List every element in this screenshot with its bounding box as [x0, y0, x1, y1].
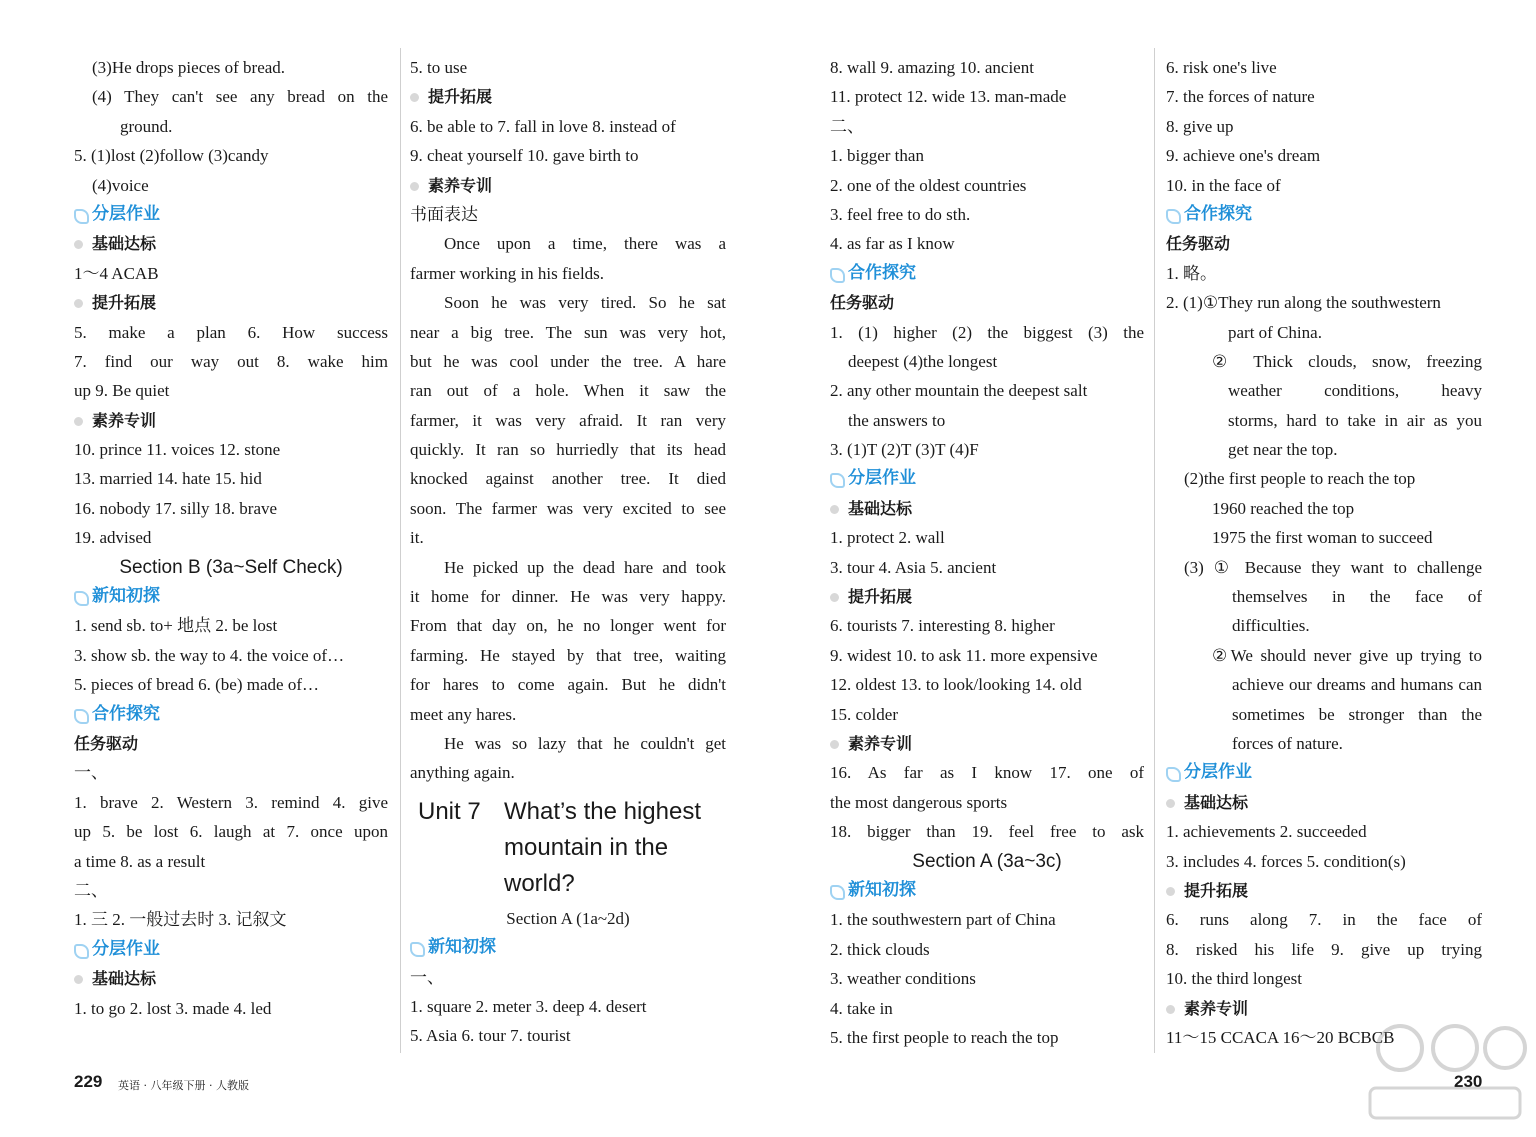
unit-title-line: world?	[504, 869, 575, 897]
line-text: quickly. It ran so hurriedly that its head	[410, 440, 726, 460]
line-text: the most dangerous sports	[830, 792, 1008, 812]
subsection-label	[830, 288, 1144, 317]
answer-line	[830, 141, 1144, 170]
line-text: 分层作业	[1184, 762, 1252, 783]
answer-line	[1166, 582, 1482, 611]
line-text: (3) ① Because they want to challenge	[1184, 557, 1482, 577]
bullet-icon	[74, 299, 83, 308]
line-text: meet any hares.	[410, 704, 517, 724]
answer-line	[410, 259, 726, 288]
line-text: 1. square 2. meter 3. deep 4. desert	[410, 996, 647, 1016]
answer-line	[74, 905, 388, 934]
line-text: 1. bigger than	[830, 146, 924, 166]
line-text: 2. one of the oldest countries	[830, 175, 1027, 195]
line-text: get near the top.	[1228, 440, 1338, 460]
line-text: 1975 the first woman to succeed	[1212, 528, 1433, 548]
answer-line	[410, 758, 726, 787]
subsection-label	[74, 729, 388, 758]
answer-line	[410, 729, 726, 758]
answer-line	[830, 406, 1144, 435]
answer-line	[1166, 435, 1482, 464]
answer-line	[830, 641, 1144, 670]
line-text: 4. as far as I know	[830, 234, 955, 254]
answer-line	[1166, 964, 1482, 993]
line-text: farming. He stayed by that tree, waiting	[410, 645, 726, 665]
section-label	[410, 933, 726, 962]
answer-line	[74, 817, 388, 846]
line-text: it home for dinner. He was very happy.	[410, 587, 726, 607]
answer-line	[74, 641, 388, 670]
line-text: 合作探究	[848, 262, 916, 283]
answer-line	[74, 494, 388, 523]
line-text: 1～4 ACAB	[74, 263, 159, 283]
line-text: 19. advised	[74, 528, 152, 548]
line-text: 5. (1)lost (2)follow (3)candy	[74, 146, 269, 166]
line-text: 分层作业	[92, 938, 160, 959]
answer-line	[410, 641, 726, 670]
line-text: 1. (1) higher (2) the biggest (3) the	[830, 322, 1144, 342]
answer-line	[410, 553, 726, 582]
line-text: 分层作业	[92, 203, 160, 224]
subsection-label	[74, 229, 388, 258]
answer-line	[830, 553, 1144, 582]
section-marker-icon	[74, 709, 89, 724]
answer-line	[74, 82, 388, 111]
line-text: 1. protect 2. wall	[830, 528, 945, 548]
answer-line	[74, 171, 388, 200]
line-text: 5. Asia 6. tour 7. tourist	[410, 1026, 571, 1046]
line-text: He was so lazy that he couldn't get	[444, 733, 726, 753]
answer-line	[410, 992, 726, 1021]
section-marker-icon	[410, 942, 425, 957]
line-text: 8. risked his life 9. give up trying	[1166, 939, 1482, 959]
line-text: 6. runs along 7. in the face of	[1166, 910, 1482, 930]
answer-line	[74, 464, 388, 493]
section-marker-icon	[830, 885, 845, 900]
line-text: 提升拓展	[92, 293, 157, 313]
subsection-label	[830, 582, 1144, 611]
bullet-icon	[74, 417, 83, 426]
line-text: forces of nature.	[1232, 733, 1343, 753]
line-text: ②We should never give up trying to	[1212, 645, 1482, 665]
line-text: 3. (1)T (2)T (3)T (4)F	[830, 440, 979, 460]
answer-line	[74, 112, 388, 141]
answer-line	[1166, 670, 1482, 699]
bullet-icon	[74, 975, 83, 984]
bullet-icon	[410, 182, 419, 191]
bullet-icon	[1166, 1005, 1175, 1014]
answer-line	[410, 435, 726, 464]
line-text: 素养专训	[848, 733, 913, 753]
line-text: 1. the southwestern part of China	[830, 910, 1056, 930]
line-text: 基础达标	[848, 498, 913, 518]
answer-line	[1166, 82, 1482, 111]
answer-line	[74, 523, 388, 552]
answer-line	[410, 347, 726, 376]
answer-line	[74, 847, 388, 876]
line-text: 9. widest 10. to ask 11. more expensive	[830, 645, 1098, 665]
answer-line	[74, 141, 388, 170]
answer-line	[1166, 494, 1482, 523]
answer-column-2-top	[410, 53, 726, 788]
answer-line	[830, 200, 1144, 229]
line-text: 10. prince 11. voices 12. stone	[74, 440, 281, 460]
section-marker-icon	[74, 944, 89, 959]
line-text: part of China.	[1228, 322, 1322, 342]
answer-line	[830, 347, 1144, 376]
answer-line	[410, 200, 726, 229]
unit-title-line: What’s the highest	[504, 797, 702, 825]
line-text: themselves in the face of	[1232, 587, 1482, 607]
line-text: 一、	[410, 967, 444, 987]
line-text: 3. weather conditions	[830, 969, 976, 989]
unit-title-line: mountain in the	[504, 833, 669, 861]
line-text: (4) They can't see any bread on the	[92, 87, 388, 107]
bullet-icon	[1166, 799, 1175, 808]
answer-line	[830, 229, 1144, 258]
answer-line	[410, 464, 726, 493]
answer-line	[830, 935, 1144, 964]
column-divider	[1154, 48, 1155, 1053]
answer-line	[1166, 288, 1482, 317]
line-text: 16. nobody 17. silly 18. brave	[74, 498, 278, 518]
answer-column-2	[410, 53, 726, 1051]
book-label: 英语 · 八年级下册 · 人教版	[118, 1079, 249, 1092]
answer-line	[830, 670, 1144, 699]
section-marker-icon	[74, 591, 89, 606]
answer-line	[410, 112, 726, 141]
answer-line	[830, 994, 1144, 1023]
line-text: 1. send sb. to+ 地点 2. be lost	[74, 616, 278, 636]
watermark-logo	[1360, 1018, 1530, 1130]
answer-line	[830, 376, 1144, 405]
answer-line	[74, 758, 388, 787]
section-label	[1166, 758, 1482, 787]
line-text: achieve our dreams and humans can	[1232, 675, 1482, 695]
line-text: 10. the third longest	[1166, 969, 1302, 989]
bullet-icon	[830, 593, 839, 602]
line-text: 9. achieve one's dream	[1166, 146, 1321, 166]
line-text: 1. to go 2. lost 3. made 4. led	[74, 998, 272, 1018]
answer-line	[1166, 318, 1482, 347]
answer-line	[74, 994, 388, 1023]
answer-line	[74, 611, 388, 640]
section-heading	[830, 847, 1144, 876]
subsection-label	[74, 964, 388, 993]
answer-line	[830, 1023, 1144, 1052]
line-text: 4. take in	[830, 998, 893, 1018]
line-text: up 5. be lost 6. laugh at 7. once upon	[74, 822, 388, 842]
answer-line	[1166, 523, 1482, 552]
line-text: ground.	[120, 116, 173, 136]
answer-line	[410, 141, 726, 170]
line-text: 素养专训	[92, 410, 157, 430]
line-text: 6. risk one's live	[1166, 58, 1277, 77]
section-marker-icon	[1166, 767, 1181, 782]
line-text: 书面表达	[410, 204, 478, 224]
line-text: 16. As far as I know 17. one of	[830, 763, 1144, 783]
line-text: 基础达标	[1184, 792, 1249, 812]
answer-line	[830, 817, 1144, 846]
section-marker-icon	[830, 473, 845, 488]
line-text: 13. married 14. hate 15. hid	[74, 469, 262, 489]
answer-line	[830, 788, 1144, 817]
line-text: 1. achievements 2. succeeded	[1166, 822, 1367, 842]
line-text: 2. any other mountain the deepest salt	[830, 381, 1088, 401]
answer-line	[1166, 553, 1482, 582]
line-text: 素养专训	[428, 175, 493, 195]
answer-line	[74, 435, 388, 464]
line-text: 7. find our way out 8. wake him	[74, 351, 388, 371]
answer-line	[830, 758, 1144, 787]
answer-line	[1166, 611, 1482, 640]
bullet-icon	[830, 505, 839, 514]
answer-line	[830, 523, 1144, 552]
line-text: 10. in the face of	[1166, 175, 1281, 195]
answer-line	[830, 318, 1144, 347]
line-text: 3. includes 4. forces 5. condition(s)	[1166, 851, 1406, 871]
line-text: He picked up the dead hare and took	[444, 557, 726, 577]
line-text: 11～15 CCACA 16～20 BCBCB	[1166, 1027, 1395, 1047]
answer-line	[830, 112, 1144, 141]
subsection-label	[74, 288, 388, 317]
line-text: 11. protect 12. wide 13. man-made	[830, 87, 1067, 107]
section-label	[74, 582, 388, 611]
line-text: up 9. Be quiet	[74, 381, 170, 401]
line-text: 新知初探	[848, 879, 916, 900]
section-marker-icon	[830, 268, 845, 283]
answer-line	[74, 670, 388, 699]
line-text: soon. The farmer was very excited to see	[410, 498, 726, 518]
line-text: sometimes be stronger than the	[1232, 704, 1482, 724]
answer-line	[830, 905, 1144, 934]
answer-line	[410, 611, 726, 640]
line-text: (3)He drops pieces of bread.	[92, 58, 286, 77]
answer-line	[410, 406, 726, 435]
line-text: 8. wall 9. amazing 10. ancient	[830, 58, 1034, 77]
answer-line	[410, 700, 726, 729]
answer-line	[74, 376, 388, 405]
line-text: 合作探究	[92, 703, 160, 724]
line-text: 1960 reached the top	[1212, 498, 1355, 518]
section-label	[74, 200, 388, 229]
line-text: 基础达标	[92, 969, 157, 989]
line-text: 新知初探	[428, 937, 496, 958]
bullet-icon	[1166, 887, 1175, 896]
answer-line	[410, 963, 726, 992]
answer-line	[1166, 171, 1482, 200]
line-text: 新知初探	[92, 586, 160, 607]
section-marker-icon	[1166, 209, 1181, 224]
line-text: 2. (1)①They run along the southwestern	[1166, 293, 1441, 313]
line-text: difficulties.	[1232, 616, 1310, 636]
bullet-icon	[74, 240, 83, 249]
line-text: 3. tour 4. Asia 5. ancient	[830, 557, 997, 577]
answer-line	[830, 82, 1144, 111]
line-text: Section B (3a~Self Check)	[119, 556, 343, 578]
line-text: the answers to	[848, 410, 946, 430]
line-text: near a big tree. The sun was very hot,	[410, 322, 726, 342]
line-text: 任务驱动	[1166, 234, 1231, 254]
line-text: storms, hard to take in air as you	[1228, 410, 1482, 430]
answer-line	[1166, 347, 1482, 376]
line-text: 5. to use	[410, 58, 468, 77]
answer-line	[410, 376, 726, 405]
answer-column-3	[830, 53, 1144, 1052]
line-text: From that day on, he no longer went for	[410, 616, 726, 636]
answer-line	[1166, 406, 1482, 435]
section-marker-icon	[74, 209, 89, 224]
answer-line	[74, 788, 388, 817]
answer-line	[1166, 141, 1482, 170]
line-text: 2. thick clouds	[830, 939, 930, 959]
line-text: 5. the first people to reach the top	[830, 1027, 1059, 1047]
line-text: it.	[410, 528, 424, 548]
line-text: 分层作业	[848, 468, 916, 489]
line-text: a time 8. as a result	[74, 851, 206, 871]
line-text: Section A (3a~3c)	[912, 850, 1062, 872]
line-text: 1. 三 2. 一般过去时 3. 记叙文	[74, 910, 287, 930]
line-text: 1. brave 2. Western 3. remind 4. give	[74, 792, 388, 812]
line-text: 5. pieces of bread 6. (be) made of…	[74, 675, 319, 695]
line-text: farmer working in his fields.	[410, 263, 605, 283]
page-number-right: 230	[1454, 1072, 1483, 1091]
answer-line	[1166, 464, 1482, 493]
answer-line	[1166, 847, 1482, 876]
answer-line	[1166, 641, 1482, 670]
line-text: 9. cheat yourself 10. gave birth to	[410, 146, 639, 166]
answer-line	[74, 347, 388, 376]
line-text: 12. oldest 13. to look/looking 14. old	[830, 675, 1082, 695]
line-text: 提升拓展	[428, 87, 493, 107]
unit-heading	[410, 794, 726, 902]
section-label	[830, 876, 1144, 905]
line-text: 二、	[830, 116, 864, 136]
subsection-label	[410, 82, 726, 111]
line-text: (2)the first people to reach the top	[1184, 469, 1416, 489]
subsection-label	[410, 171, 726, 200]
answer-column-1	[74, 53, 388, 1023]
line-text: 二、	[74, 880, 108, 900]
bullet-icon	[830, 740, 839, 749]
column-divider	[400, 48, 401, 1053]
line-text: (4)voice	[92, 175, 149, 195]
answer-line	[1166, 935, 1482, 964]
line-text: 合作探究	[1184, 203, 1252, 224]
section-label	[830, 259, 1144, 288]
answer-column-4	[1166, 53, 1482, 1052]
answer-line	[74, 876, 388, 905]
answer-line	[1166, 729, 1482, 758]
line-text: 18. bigger than 19. feel free to ask	[830, 822, 1144, 842]
line-text: 素养专训	[1184, 998, 1249, 1018]
answer-line	[410, 582, 726, 611]
line-text: 任务驱动	[74, 733, 139, 753]
subsection-label	[1166, 876, 1482, 905]
line-text: but he was cool under the tree. A hare	[410, 351, 726, 371]
answer-line	[830, 964, 1144, 993]
subsection-label	[74, 406, 388, 435]
unit-label: Unit 7	[418, 797, 481, 825]
answer-line	[1166, 376, 1482, 405]
page-number-left: 229	[74, 1072, 103, 1091]
line-text: ② Thick clouds, snow, freezing	[1212, 351, 1482, 371]
answer-line	[410, 288, 726, 317]
line-text: Soon he was very tired. So he sat	[444, 293, 726, 313]
answer-line	[74, 318, 388, 347]
answer-line	[410, 1021, 726, 1050]
line-text: deepest (4)the longest	[848, 351, 998, 371]
subsection-label	[1166, 788, 1482, 817]
line-text: 8. give up	[1166, 116, 1234, 136]
answer-line	[410, 53, 726, 82]
subsection-label	[830, 729, 1144, 758]
section-label	[74, 935, 388, 964]
answer-line	[410, 523, 726, 552]
line-text: 5. make a plan 6. How success	[74, 322, 388, 342]
line-text: 任务驱动	[830, 293, 895, 313]
line-text: 3. feel free to do sth.	[830, 204, 971, 224]
section-heading	[410, 904, 726, 933]
line-text: farmer, it was very afraid. It ran very	[410, 410, 726, 430]
line-text: weather conditions, heavy	[1228, 381, 1482, 401]
answer-line	[410, 229, 726, 258]
line-text: ran out of a hole. When it saw the	[410, 381, 726, 401]
line-text: 6. tourists 7. interesting 8. higher	[830, 616, 1055, 636]
bullet-icon	[410, 93, 419, 102]
line-text: Section A (1a~2d)	[506, 908, 630, 928]
line-text: 3. show sb. the way to 4. the voice of…	[74, 645, 345, 665]
answer-line	[74, 53, 388, 82]
answer-line	[830, 611, 1144, 640]
answer-line	[830, 53, 1144, 82]
section-heading	[74, 553, 388, 582]
answer-column-2-bottom	[410, 904, 726, 1051]
line-text: 15. colder	[830, 704, 898, 724]
section-label	[74, 700, 388, 729]
line-text: 6. be able to 7. fall in love 8. instead of	[410, 116, 676, 136]
section-label	[830, 464, 1144, 493]
line-text: Once upon a time, there was a	[444, 234, 726, 254]
section-label	[1166, 200, 1482, 229]
answer-line	[1166, 112, 1482, 141]
subsection-label	[830, 494, 1144, 523]
answer-line	[74, 259, 388, 288]
line-text: 一、	[74, 763, 108, 783]
line-text: 1. 略。	[1166, 263, 1217, 283]
line-text: 7. the forces of nature	[1166, 87, 1315, 107]
answer-line	[1166, 700, 1482, 729]
line-text: 基础达标	[92, 234, 157, 254]
answer-line	[410, 494, 726, 523]
answer-line	[830, 700, 1144, 729]
answer-line	[1166, 259, 1482, 288]
line-text: for hares to come again. But he didn't	[410, 675, 726, 695]
answer-line	[1166, 817, 1482, 846]
answer-line	[1166, 53, 1482, 82]
line-text: knocked against another tree. It died	[410, 469, 726, 489]
answer-line	[410, 670, 726, 699]
answer-line	[410, 318, 726, 347]
answer-line	[1166, 905, 1482, 934]
subsection-label	[1166, 229, 1482, 258]
line-text: anything again.	[410, 763, 515, 783]
answer-line	[830, 435, 1144, 464]
answer-line	[830, 171, 1144, 200]
line-text: 提升拓展	[1184, 880, 1249, 900]
line-text: 提升拓展	[848, 587, 913, 607]
